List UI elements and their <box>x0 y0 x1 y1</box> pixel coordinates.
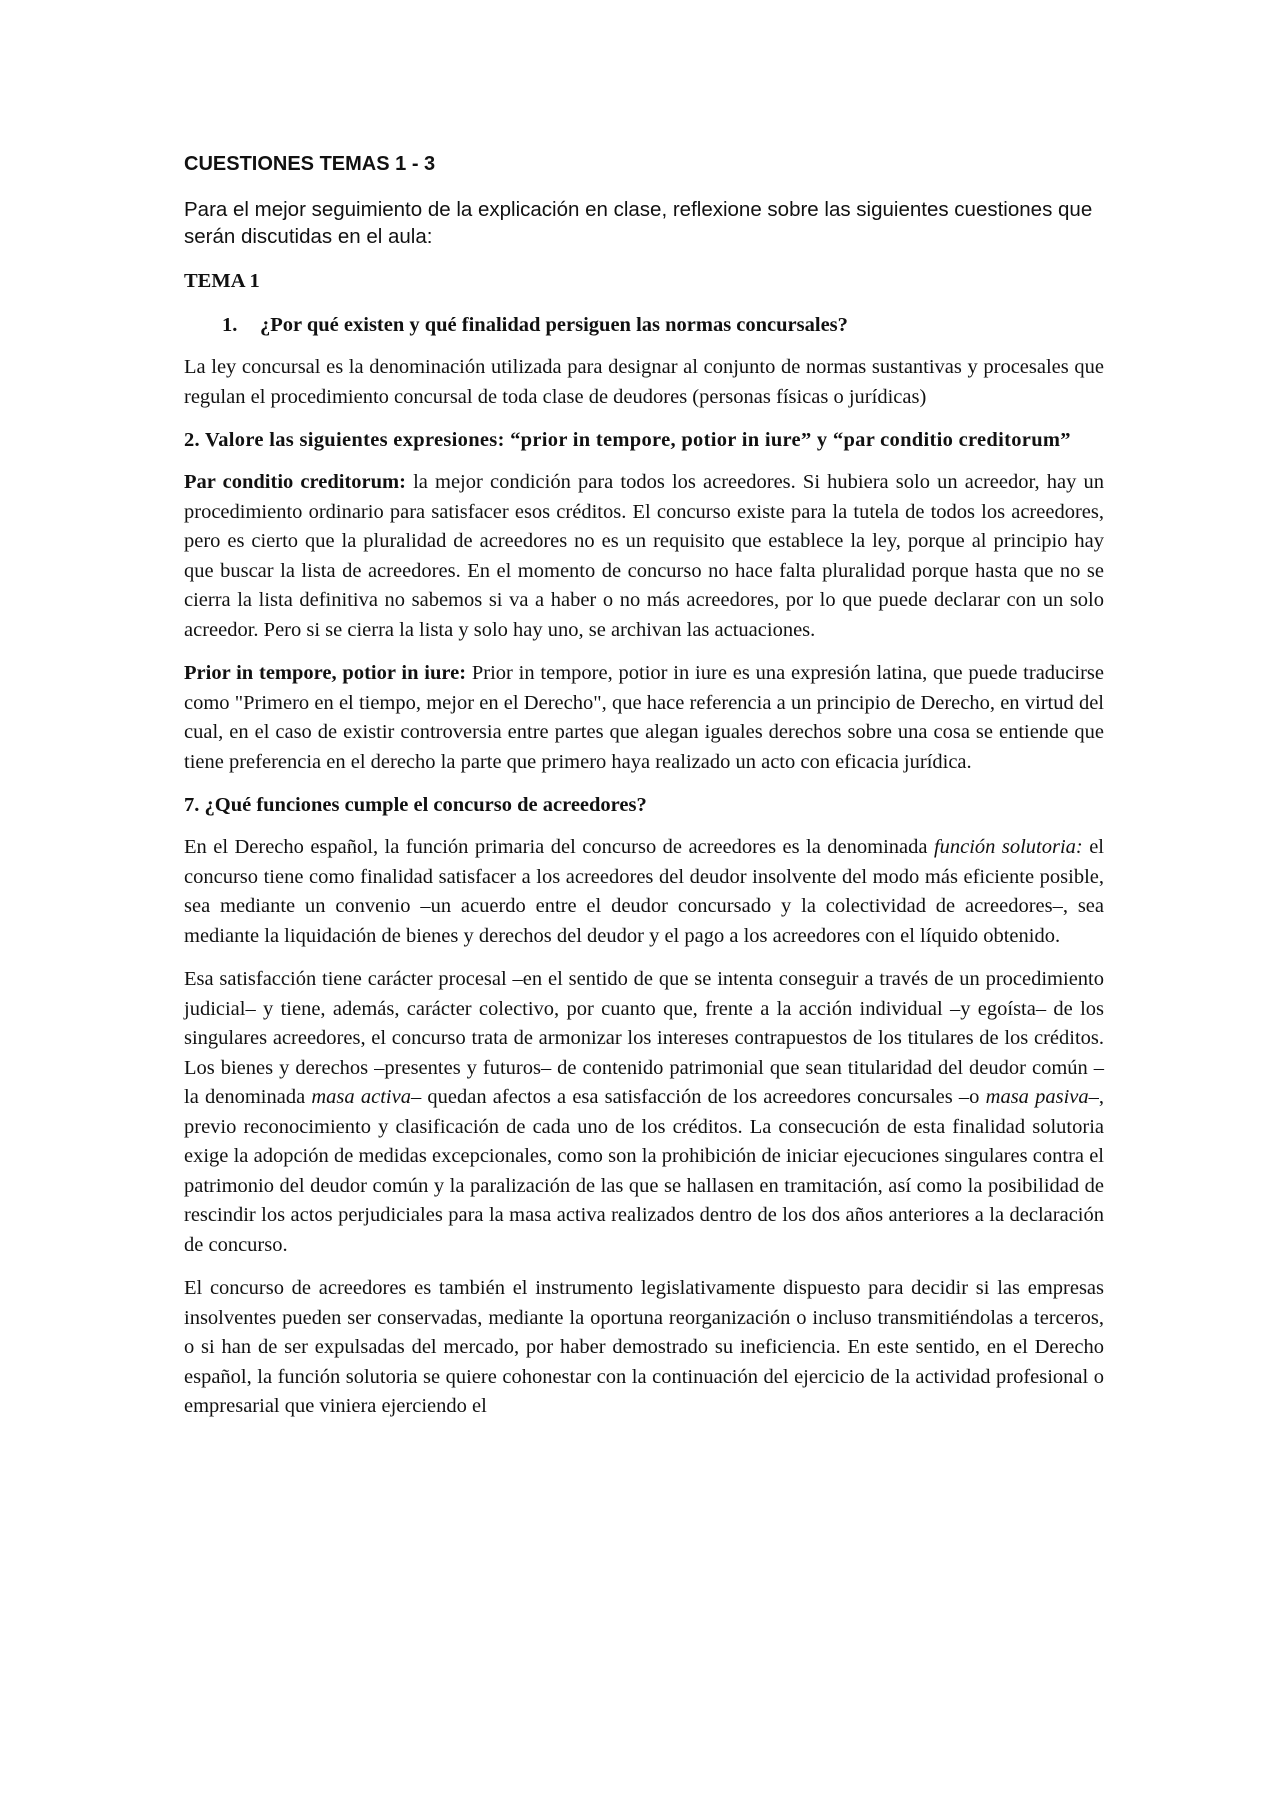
intro-paragraph: Para el mejor seguimiento de la explicación en clase, reflexione sobre las siguientes cuestiones que serán discutidas en el aula: <box>184 198 1093 248</box>
prior-in-tempore-text: Prior in tempore, potior in iure es una expresión latina, que puede traducirse como "Primero en el tiempo, mejor en el Derecho", que hace referencia a un principio de Derecho, en virtud del cual, en el caso de existir controversia entre partes que alegan iguales derechos sobre una cosa se entiende que tiene preferencia en el derecho la parte que primero haya realizado un acto con eficacia jurídica. <box>184 662 1104 773</box>
funciones-paragraph-3: El concurso de acreedores es también el instrumento legislativamente dispuesto para decidir si las empresas insolventes pueden ser conservadas, mediante la oportuna reorganización o incluso transmitiéndolas a terceros, o si han de ser expulsadas del mercado, por haber demostrado su ineficiencia. En este sentido, en el Derecho español, la función solutoria se quiere cohonestar con la continuación del ejercicio de la actividad profesional o empresarial que viniera ejerciendo el <box>184 1277 1104 1417</box>
prior-in-tempore-lead: Prior in tempore, potior in iure: <box>184 662 467 684</box>
masa-pasiva-term: masa pasiva <box>985 1086 1089 1108</box>
question-1-answer: La ley concursal es la denominación utilizada para designar al conjunto de normas sustantivas y procesales que regulan el procedimiento concursal de toda clase de deudores (personas físicas o jurídicas) <box>184 356 1104 408</box>
par-conditio-paragraph <box>184 468 1104 645</box>
question-7-heading: 7. ¿Qué funciones cumple el concurso de acreedores? <box>184 794 647 816</box>
funcion-solutoria-term: función solutoria: <box>933 836 1083 858</box>
question-1-text: ¿Por qué existen y qué finalidad persiguen las normas concursales? <box>260 314 848 336</box>
par-conditio-lead: Par conditio creditorum: <box>184 471 406 493</box>
funciones-p2-text-b: – quedan afectos a esa satisfacción de los acreedores concursales –o <box>410 1086 986 1108</box>
question-2-heading: 2. Valore las siguientes expresiones: “prior in tempore, potior in iure” y “par conditio creditorum” <box>184 429 1071 451</box>
tema-heading: TEMA 1 <box>184 270 260 292</box>
par-conditio-text: la mejor condición para todos los acreedores. Si hubiera solo un acreedor, hay un procedimiento ordinario para satisfacer esos créditos. El concurso existe para la tutela de todos los acreedores, pero es cierto que la pluralidad de acreedores no es un requisito que establece la ley, porque al principio hay que buscar la lista de acreedores. En el momento de concurso no hace falta pluralidad porque hasta que no se cierra la lista definitiva no sabemos si va a haber o no más acreedores, por lo que puede declarar con un solo acreedor. Pero si se cierra la lista y solo hay uno, se archivan las actuaciones. <box>184 471 1104 641</box>
funciones-paragraph-2 <box>184 965 1104 1260</box>
question-1-number: 1. <box>222 314 238 336</box>
masa-activa-term: masa activa <box>311 1086 411 1108</box>
document-page <box>184 150 1104 1770</box>
funciones-paragraph-1 <box>184 833 1104 951</box>
funciones-p2-text-a: Esa satisfacción tiene carácter procesal –en el sentido de que se intenta conseguir a través de un procedimiento judicial– y tiene, además, carácter colectivo, por cuanto que, frente a la acción individual –y egoísta– de los singulares acreedores, el concurso trata de armonizar los intereses contrapuestos de los titulares de los créditos. Los bienes y derechos –presentes y futuros– de contenido patrimonial que sean titularidad del deudor común –la denominada <box>184 968 1104 1108</box>
funciones-p1-text-b: el concurso tiene como finalidad satisfacer a los acreedores del deudor insolvente del modo más eficiente posible, sea mediante un convenio –un acuerdo entre el deudor concursado y la colectividad de acreedores–, sea mediante la liquidación de bienes y derechos del deudor y el pago a los acreedores con el líquido obtenido. <box>184 836 1104 947</box>
funciones-p1-text-a: En el Derecho español, la función primaria del concurso de acreedores es la denominada <box>184 836 934 858</box>
question-1-heading <box>184 311 1104 339</box>
funciones-p2-text-c: –, previo reconocimiento y clasificación de cada uno de los créditos. La consecución de esta finalidad solutoria exige la adopción de medidas excepcionales, como son la prohibición de iniciar ejecuciones singulares contra el patrimonio del deudor común y la paralización de las que se hallasen en tramitación, así como la posibilidad de rescindir los actos perjudiciales para la masa activa realizados dentro de los dos años anteriores a la declaración de concurso. <box>184 1086 1105 1256</box>
prior-in-tempore-paragraph <box>184 659 1104 777</box>
document-title: CUESTIONES TEMAS 1 - 3 <box>184 153 436 175</box>
